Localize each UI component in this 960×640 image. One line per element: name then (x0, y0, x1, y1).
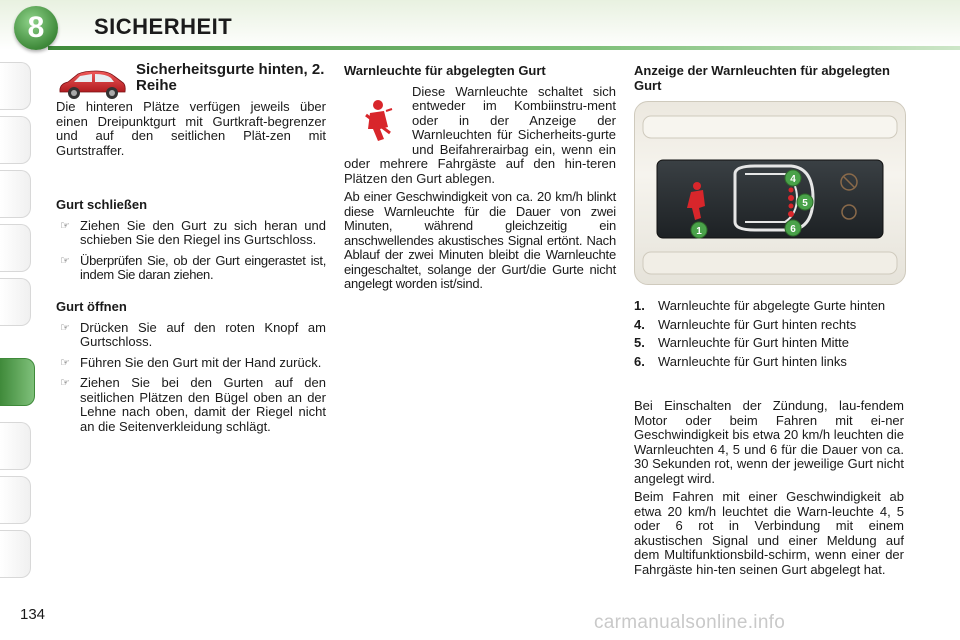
callout-1 (691, 222, 707, 238)
pointer-icon: ☞ (60, 321, 70, 334)
open-belt-heading: Gurt öffnen (56, 299, 127, 314)
warning-light-column (344, 64, 616, 296)
chapter-tab-3[interactable] (0, 170, 31, 218)
car-icon (56, 68, 128, 102)
list-item: ☞ Führen Sie den Gurt mit der Hand zurück. (60, 354, 322, 370)
legend-row: 1. Warnleuchte für abgelegte Gurte hinten (634, 298, 886, 313)
pointer-icon: ☞ (60, 254, 70, 267)
chapter-tab-4[interactable] (0, 224, 31, 272)
chapter-tab-8-active[interactable] (0, 358, 35, 406)
warning-light-text-2: Ab einer Geschwindigkeit von ca. 20 km/h blinkt diese Warnleuchte für die Dauer von zwei Minuten, während gleichzeitig ein anschwellendes akustisches Signal ertönt. Nach Ablauf der zwei Minuten bleibt die Warnleuchte eingeschaltet, solange der Gurt/die Gurte nicht angelegt worden ist/sind. (344, 189, 616, 291)
list-item: ☞ Ziehen Sie bei den Gurten auf den seitlichen Plätzen den Bügel oben an der Lehne nach oben, damit der Riegel nicht an die Seitenverkleidung schlägt. (60, 375, 326, 434)
page-title: SICHERHEIT (94, 14, 233, 39)
legend-row: 5. Warnleuchte für Gurt hinten Mitte (634, 335, 849, 350)
chapter-tab-2[interactable] (0, 116, 31, 164)
indicator-panel-illustration (634, 101, 906, 285)
svg-text:5: 5 (802, 198, 808, 209)
callout-6 (785, 220, 801, 236)
intro-text: Die hinteren Plätze verfügen jeweils über einen Dreipunktgurt mit Gurtkraft-begrenzer und auf den seitlichen Plät-zen mit Gurtstraffer. (56, 99, 326, 158)
list-item: ☞ Überprüfen Sie, ob der Gurt eingerastet ist, indem Sie daran ziehen. (60, 252, 326, 282)
chapter-badge: 8 (14, 6, 58, 50)
chapter-tab-5[interactable] (0, 278, 31, 326)
indicator-text-1: Bei Einschalten der Zündung, lau-fendem Motor oder beim Fahren mit ei-ner Geschwindigkeit bis etwa 20 km/h leuchten die Warnleuchten 4, 5 und 6 für die Dauer von ca. 30 Sekunden rot, wenn der jeweilige Gurt nicht angelegt wird. (634, 398, 904, 486)
legend-row: 4. Warnleuchte für Gurt hinten rechts (634, 316, 857, 332)
svg-text:1: 1 (696, 226, 702, 237)
warning-light-heading: Warnleuchte für abgelegten Gurt (344, 63, 546, 78)
section-title: Sicherheitsgurte hinten, 2. Reihe (136, 61, 325, 94)
open-belt-block (56, 300, 326, 440)
header-rule (48, 46, 960, 50)
warning-light-text-1: Diese Warnleuchte schaltet sich entweder im Kombiinstru-ment oder in der Anzeige der Warnleuchten für Sicherheits-gurte und Beifahrerairbag ein, wenn ein oder mehrere Fahrgäste auf den hin-teren Plätzen den Gurt ablegen. (344, 83, 616, 186)
close-belt-block (56, 198, 326, 289)
chapter-tab-11[interactable] (0, 530, 31, 578)
page-number: 134 (20, 606, 46, 623)
indicator-text-2: Beim Fahren mit einer Geschwindigkeit ab etwa 20 km/h leuchtet die Warn-leuchte 4, 5 oder 6 rot in Verbindung mit einem akustischen Signal und einer Meldung auf dem Multifunktionsbild-schirm, wenn einer der Fahrgäste hin-ten seinen Gurt abgelegt hat. (634, 489, 904, 577)
pointer-icon: ☞ (60, 377, 70, 389)
indicator-panel-drawing (635, 102, 905, 284)
list-item: ☞ Ziehen Sie den Gurt zu sich heran und schieben Sie den Riegel ins Gurtschloss. (60, 217, 326, 247)
chapter-tab-10[interactable] (0, 476, 31, 524)
watermark: carmanualsonline.info (594, 612, 786, 633)
legend-list (634, 299, 904, 369)
callout-4 (785, 170, 801, 186)
svg-text:4: 4 (790, 174, 796, 185)
indicator-display-column (634, 64, 904, 581)
indicator-display-heading: Anzeige der Warnleuchten für abgelegten Gurt (634, 63, 890, 93)
chapter-tab-9[interactable] (0, 422, 31, 470)
pointer-icon: ☞ (60, 356, 70, 369)
pointer-icon: ☞ (60, 219, 70, 232)
list-item: ☞ Drücken Sie auf den roten Knopf am Gurtschloss. (60, 319, 326, 349)
legend-row: 6. Warnleuchte für Gurt hinten links (634, 353, 847, 369)
svg-text:6: 6 (790, 224, 796, 235)
chapter-tabs (0, 62, 40, 582)
chapter-tab-1[interactable] (0, 62, 31, 110)
callout-5 (797, 194, 813, 210)
close-belt-heading: Gurt schließen (56, 197, 148, 212)
seatbelt-warning-icon (358, 99, 398, 143)
